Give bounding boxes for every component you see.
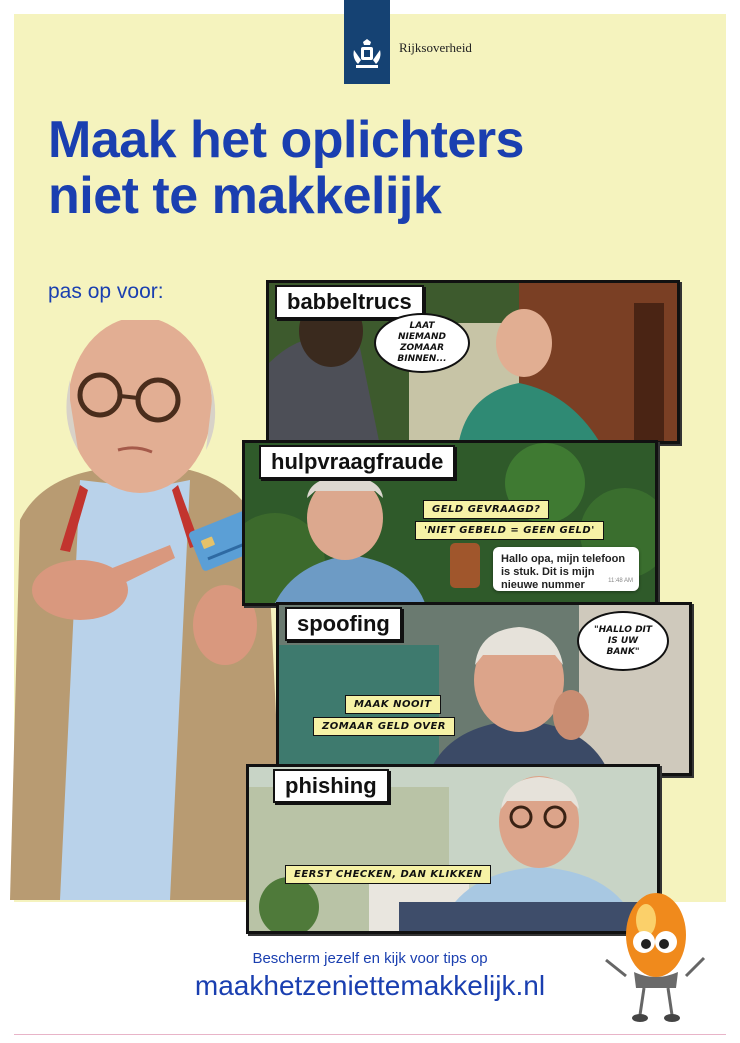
rijksoverheid-logo-bar bbox=[344, 0, 390, 84]
org-name: Rijksoverheid bbox=[399, 40, 472, 55]
sms-time: 11:48 AM bbox=[608, 578, 633, 584]
bottom-rule bbox=[14, 1034, 726, 1035]
panel-spoofing-caption-1: MAAK NOOIT bbox=[345, 695, 441, 714]
headline bbox=[48, 112, 708, 224]
panel-spoofing-caption-2: ZOMAAR GELD OVER bbox=[313, 717, 455, 736]
footer-website-url[interactable]: maakhetzeniettemakkelijk.nl bbox=[194, 970, 546, 1001]
panel-phishing-caption-1: EERST CHECKEN, DAN KLIKKEN bbox=[285, 865, 491, 884]
robot-mascot-icon bbox=[596, 880, 716, 1025]
panel-babbeltrucs bbox=[266, 280, 680, 444]
panel-hulpvraagfraude-label: hulpvraagfraude bbox=[259, 445, 455, 479]
panel-hulpvraagfraude-caption-2: 'NIET GEBELD = GEEN GELD' bbox=[415, 521, 604, 540]
panel-phishing-label: phishing bbox=[273, 769, 389, 803]
footer-tip-text: Bescherm jezelf en kijk voor tips op bbox=[252, 950, 488, 967]
coat-of-arms-icon bbox=[350, 38, 384, 72]
panel-spoofing-label: spoofing bbox=[285, 607, 402, 641]
sms-text: Hallo opa, mijn telefoon is stuk. Dit is mijn nieuwe nummer bbox=[501, 553, 626, 591]
headline-line-1: Maak het oplichters bbox=[48, 111, 524, 169]
panel-spoofing bbox=[276, 602, 692, 776]
panel-babbeltrucs-label: babbeltrucs bbox=[275, 285, 424, 319]
panel-spoofing-speech-bubble bbox=[577, 611, 669, 671]
subheadline: pas op voor: bbox=[48, 280, 164, 303]
panel-babbeltrucs-bubble-text: LAAT NIEMAND ZOMAAR BINNEN... bbox=[397, 321, 447, 364]
panel-hulpvraagfraude bbox=[242, 440, 658, 606]
panel-hulpvraagfraude-caption-1: GELD GEVRAAGD? bbox=[423, 500, 549, 519]
panel-babbeltrucs-speech-bubble bbox=[374, 313, 470, 373]
panel-hulpvraagfraude-sms-message bbox=[493, 547, 639, 591]
headline-line-2: niet te makkelijk bbox=[48, 167, 442, 225]
panel-spoofing-bubble-text: "HALLO DIT IS UW BANK" bbox=[593, 624, 653, 657]
